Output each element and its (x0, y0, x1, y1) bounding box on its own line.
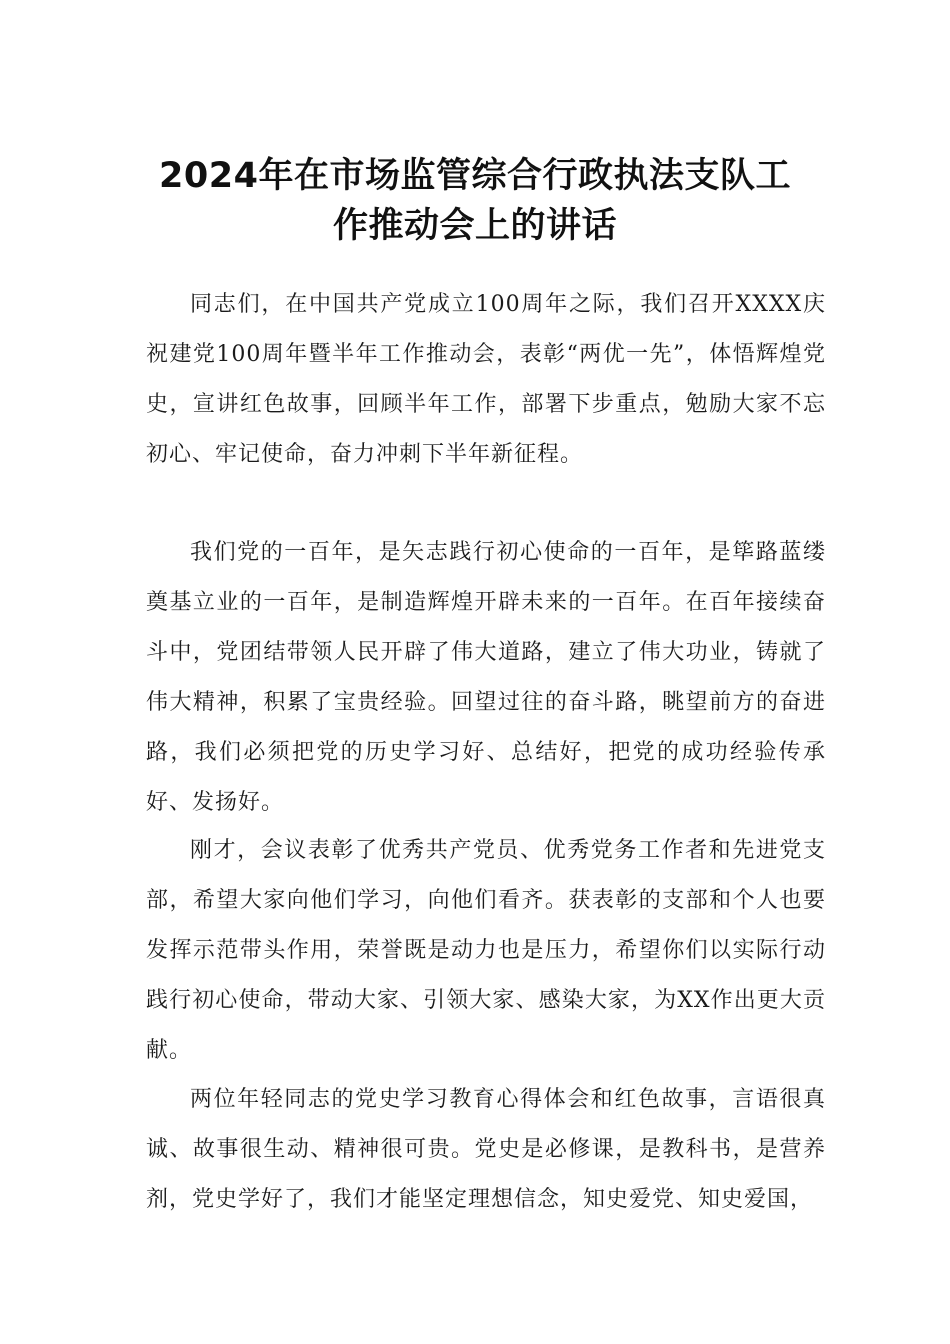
paragraph-text: 两位年轻同志的党史学习教育心得体会和红色故事，言语很真诚、故事很生动、精神很可贵。党史是必修课，是教科书，是营养剂，党史学好了，我们才能坚定理想信念，知史爱党、知史爱国， (146, 1087, 826, 1212)
title-line-1: 2024年在市场监管综合行政执法支队工 (159, 156, 791, 197)
document-title (110, 151, 840, 251)
paragraph-text: 刚才，会议表彰了优秀共产党员、优秀党务工作者和先进党支部，希望大家向他们学习，向他们看齐。获表彰的支部和个人也要发挥示范带头作用，荣誉既是动力也是压力，希望你们以实际行动践行初心使命，带动大家、引领大家、感染大家，为XX作出更大贡献。 (146, 838, 826, 1063)
paragraph-4 (146, 1075, 826, 1225)
paragraph-text: 同志们，在中国共产党成立100周年之际，我们召开XXXX庆祝建党100周年暨半年工作推动会，表彰“两优一先”，体悟辉煌党史，宣讲红色故事，回顾半年工作，部署下步重点，勉励大家不忘初心、牢记使命，奋力冲刺下半年新征程。 (146, 292, 826, 467)
paragraph-1 (146, 280, 826, 480)
paragraph-3 (146, 826, 826, 1076)
title-line-2: 作推动会上的讲话 (332, 206, 617, 247)
paragraph-text: 我们党的一百年，是矢志践行初心使命的一百年，是筚路蓝缕奠基立业的一百年，是制造辉煌开辟未来的一百年。在百年接续奋斗中，党团结带领人民开辟了伟大道路，建立了伟大功业，铸就了伟大精神，积累了宝贵经验。回望过往的奋斗路，眺望前方的奋进路，我们必须把党的历史学习好、总结好，把党的成功经验传承好、发扬好。 (146, 540, 826, 815)
paragraph-2 (146, 528, 826, 828)
